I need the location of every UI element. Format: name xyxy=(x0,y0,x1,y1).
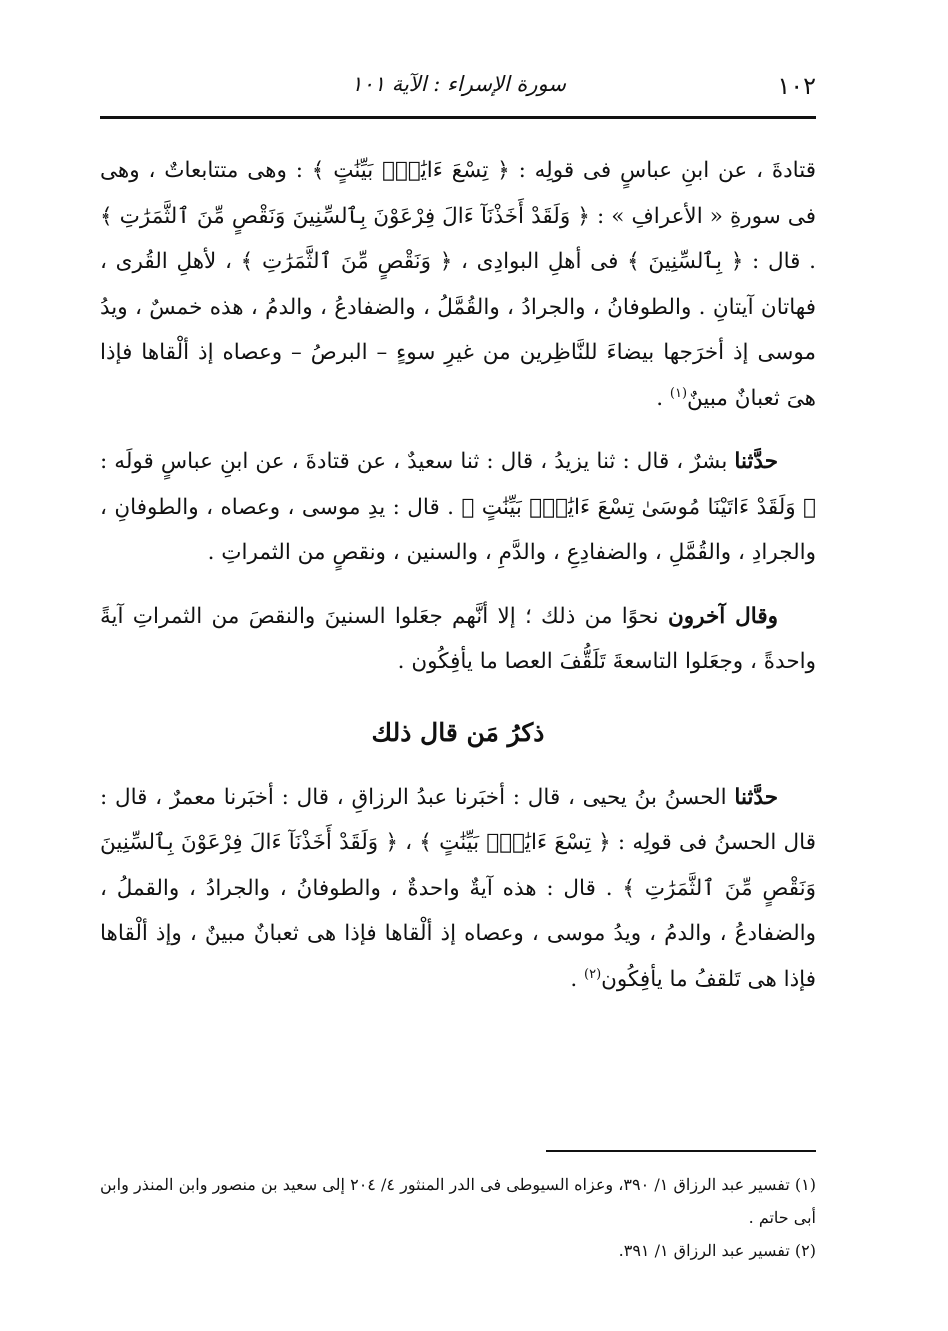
paragraph-1 xyxy=(100,148,816,421)
header-rule xyxy=(100,116,816,119)
paragraph-3-lead: وقال آخرون xyxy=(667,603,778,629)
running-title: سورة الإسراء : الآية ١٠١ xyxy=(351,72,566,96)
footnotes xyxy=(100,1168,816,1267)
paragraph-3 xyxy=(100,594,816,685)
main-text xyxy=(100,148,816,1002)
footnote-2: (٢) تفسير عبد الرزاق ١/ ٣٩١. xyxy=(618,1241,816,1260)
paragraph-4-text: الحسنُ بنُ يحيى ، قال : أخبَرنا عبدُ الرزاقِ ، قال : أخبَرنا معمرٌ ، قال : قال الحسنُ فى قولِه : ﴿ تِسْعَ ءَايَٰتٍۭ بَيِّنَٰتٍ ﴾ ، ﴿ وَلَقَدْ أَخَذْنَآ ءَالَ فِرْعَوْنَ بِٱلسِّنِينَ وَنَقْصٍ مِّنَ ٱلثَّمَرَٰتِ ﴾ . قال : هذه آيةٌ واحدةٌ ، والطوفانُ ، والجرادُ ، والقملُ ، والضفادعُ ، والدمُ ، ويدُ موسى ، وعصاه إذ ألْقاها فإذا هى ثعبانٌ مبينٌ ، وإذ ألْقاها فإذا هى تَلقفُ ما يأفِكُون xyxy=(100,784,816,992)
paragraph-1-end: . xyxy=(656,385,670,411)
footnote-ref-2: (٢) xyxy=(584,966,602,982)
running-head xyxy=(100,68,816,108)
paragraph-2-text: بشرٌ ، قال : ثنا يزيدُ ، قال : ثنا سعيدٌ ، عن قتادةَ ، عن ابنِ عباسٍ قولَه : ﴿ وَلَقَدْ ءَاتَيْنَا مُوسَىٰ تِسْعَ ءَايَٰتٍۭ بَيِّنَٰتٍ ﴾ . قال : يدِ موسى ، وعصاه ، والطوفانِ ، والجرادِ ، والقُمَّلِ ، والضفادِعِ ، والدَّمِ ، والسنين ، ونقصٍ من الثمراتِ . xyxy=(100,449,816,565)
paragraph-4-end: . xyxy=(570,966,584,992)
paragraph-3-text: نحوًا من ذلك ؛ إلا أنَّهم جعَلوا السنينَ والنقصَ من الثمراتِ آيةً واحدةً ، وجعَلوا التاسعةَ تَلَقُّفَ العصا ما يأفِكُون . xyxy=(100,603,816,674)
footnote-ref-1: (١) xyxy=(669,385,688,401)
book-page xyxy=(100,60,816,1300)
paragraph-4-lead: حدَّثنا xyxy=(734,784,778,810)
footnote-1: (١) تفسير عبد الرزاق ١/ ٣٩٠، وعزاه السيوطى فى الدر المنثور ٤/ ٢٠٤ إلى سعيد بن منصور وابن المنذر وابن أبى حاتم . xyxy=(100,1175,817,1227)
paragraph-2-lead: حدَّثنا xyxy=(734,449,778,474)
paragraph-2 xyxy=(100,439,816,576)
section-heading: ذكرُ مَن قال ذلك xyxy=(371,717,545,747)
footnote-rule xyxy=(546,1150,816,1152)
paragraph-1-text: قتادةَ ، عن ابنِ عباسٍ فى قولِه : ﴿ تِسْعَ ءَايَٰتٍۭ بَيِّنَٰتٍ ﴾ : وهى متتابعاتٌ ، وهى فى سورةِ « الأعرافِ » : ﴿ وَلَقَدْ أَخَذْنَآ ءَالَ فِرْعَوْنَ بِٱلسِّنِينَ وَنَقْصٍ مِّنَ ٱلثَّمَرَٰتِ ﴾ . قال : ﴿ بِٱلسِّنِينَ ﴾ فى أهلِ البوادِى ، ﴿ وَنَقْصٍ مِّنَ ٱلثَّمَرَٰتِ ﴾ ، لأهلِ القُرى ، فهاتان آيتانِ . والطوفانُ ، والجرادُ ، والقُمَّلُ ، والضفادعُ ، والدمُ ، هذه خمسٌ ، ويدُ موسى إذ أخرَجها بيضاءَ للنَّاظِرين من غيرِ سوءٍ – البرصُ – وعصاه إذ ألْقاها فإذا هىَ ثعبانٌ مبينٌ xyxy=(100,158,816,411)
paragraph-4 xyxy=(100,775,816,1003)
page-number: ١٠٢ xyxy=(777,72,816,100)
